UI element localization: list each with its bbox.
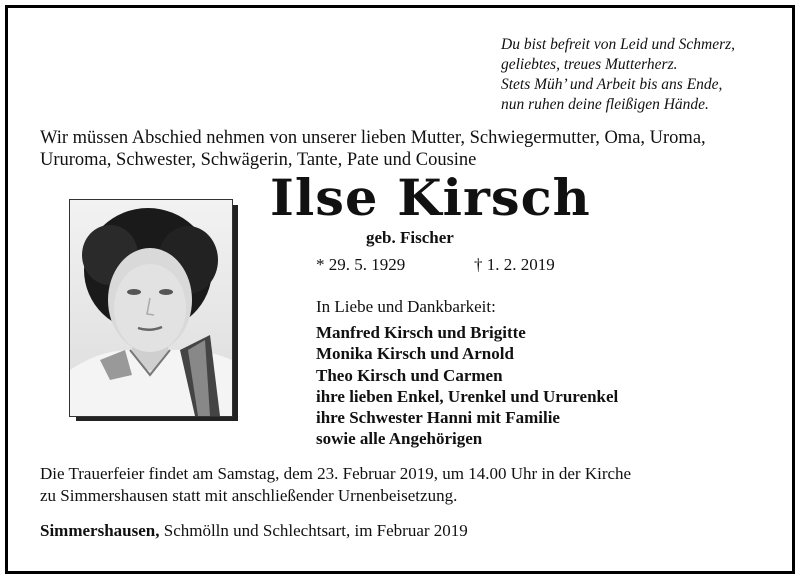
place-town: Simmershausen, <box>40 521 160 540</box>
mourner-line: ihre Schwester Hanni mit Familie <box>316 408 560 428</box>
mourner-line: ihre lieben Enkel, Urenkel und Ururenkel <box>316 386 619 406</box>
funeral-line: Die Trauerfeier findet am Samstag, dem 23. Februar 2019, um 14.00 Uhr in der Kirche <box>40 464 632 483</box>
place-date <box>40 521 468 541</box>
mourner-line: Monika Kirsch und Arnold <box>316 344 514 364</box>
poem-line: Stets Müh’ und Arbeit bis ans Ende, <box>501 76 723 93</box>
intro-text <box>40 127 760 171</box>
poem-line: geliebtes, treues Mutterherz. <box>501 56 678 73</box>
funeral-line: zu Simmershausen statt mit anschließender Urnenbeisetzung. <box>40 486 458 505</box>
portrait-photo <box>69 199 233 417</box>
intro-line: Ururoma, Schwester, Schwägerin, Tante, Pate und Cousine <box>40 150 477 170</box>
intro-line: Wir müssen Abschied nehmen von unserer lieben Mutter, Schwiegermutter, Oma, Uroma, <box>40 128 706 148</box>
death-date: † 1. 2. 2019 <box>474 255 555 274</box>
mourner-line: Manfred Kirsch und Brigitte <box>316 323 526 342</box>
deceased-name: Ilse Kirsch <box>270 168 591 227</box>
gratitude-line: In Liebe und Dankbarkeit: <box>316 297 496 316</box>
mourner-line: sowie alle Angehörigen <box>316 429 483 449</box>
maiden-name: geb. Fischer <box>366 228 454 247</box>
poem <box>501 35 735 115</box>
mourners-list <box>316 322 618 450</box>
poem-line: Du bist befreit von Leid und Schmerz, <box>501 36 736 53</box>
birth-date: * 29. 5. 1929 <box>316 255 406 274</box>
portrait-image <box>70 200 232 416</box>
mourner-line: Theo Kirsch und Carmen <box>316 365 503 385</box>
place-rest: Schmölln und Schlechtsart, im Februar 2019 <box>159 521 468 540</box>
poem-line: nun ruhen deine fleißigen Hände. <box>501 96 709 113</box>
funeral-info <box>40 463 740 507</box>
